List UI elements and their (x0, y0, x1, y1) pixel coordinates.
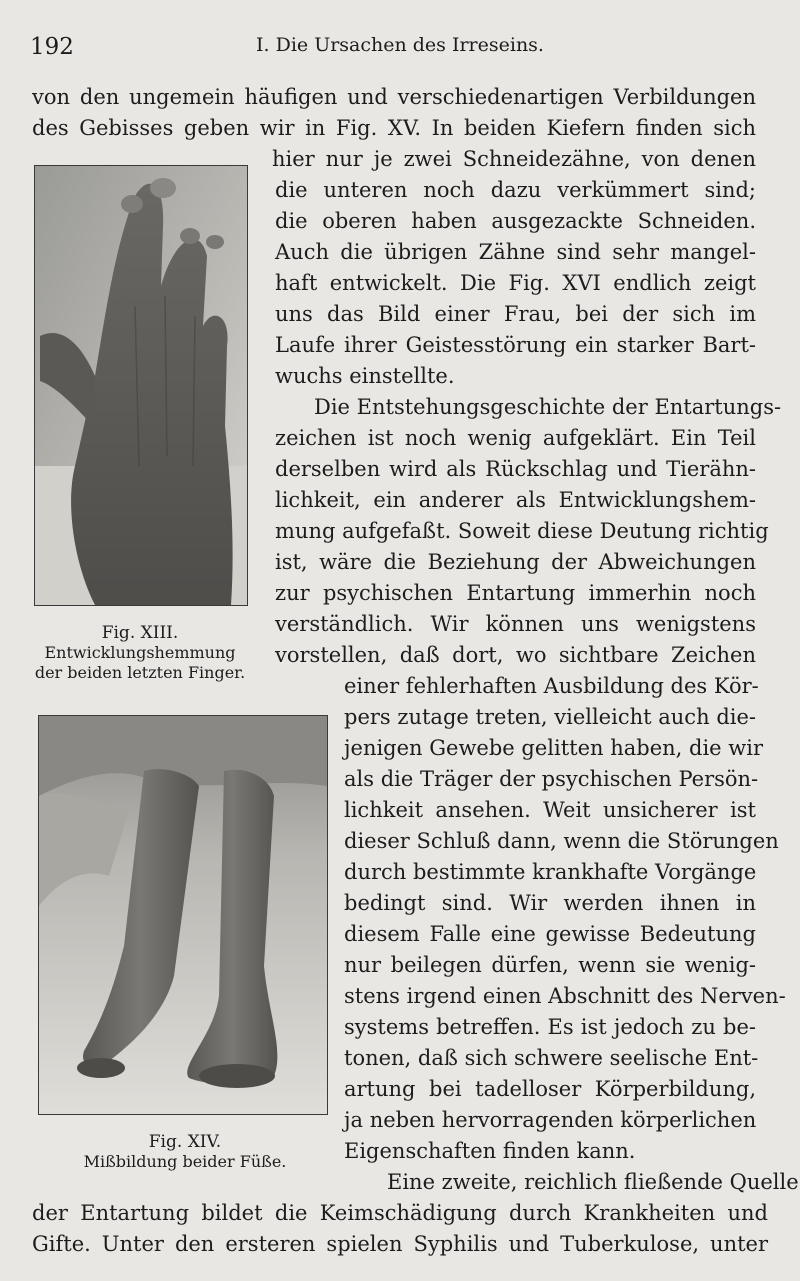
text-line: uns das Bild einer Frau, bei der sich im (275, 302, 756, 326)
text-line: systems betreffen. Es ist jedoch zu be- (344, 1015, 756, 1039)
text-line: lichkeit ansehen. Weit unsicherer ist (344, 798, 756, 822)
figure-xiii-caption (20, 623, 260, 683)
text-line: zeichen ist noch wenig aufgeklärt. Ein Teil (275, 426, 756, 450)
figure-xiii-label: Fig. XIII. (101, 623, 179, 643)
figure-xiv-caption-line1: Mißbildung beider Füße. (83, 1152, 287, 1171)
text-line: diesem Falle eine gewisse Bedeutung (344, 922, 756, 946)
figure-xiii-caption-line2: der beiden letzten Finger. (34, 663, 246, 682)
text-line: Auch die übrigen Zähne sind sehr mangel- (275, 240, 756, 264)
text-line: einer fehlerhaften Ausbildung des Kör- (344, 674, 759, 698)
text-line: pers zutage treten, vielleicht auch die- (344, 705, 756, 729)
text-line: hier nur je zwei Schneidezähne, von denen (272, 147, 756, 171)
text-line: Die Entstehungsgeschichte der Entartungs- (314, 395, 782, 419)
text-line: Laufe ihrer Geistesstörung ein starker Bart- (275, 333, 756, 357)
figure-xiii-caption-line1: Entwicklungshemmung (44, 643, 236, 662)
text-line: derselben wird als Rückschlag und Tierähn- (275, 457, 756, 481)
text-line: verständlich. Wir können uns wenigstens (275, 612, 756, 636)
text-line: artung bei tadelloser Körperbildung, (344, 1077, 756, 1101)
text-line: ja neben hervorragenden körperlichen (344, 1108, 757, 1132)
text-line: Eigenschaften finden kann. (344, 1139, 636, 1163)
figure-xiv-caption (60, 1132, 310, 1172)
text-line: nur beilegen dürfen, wenn sie wenig- (344, 953, 756, 977)
text-line: von den ungemein häufigen und verschiedenartigen Verbildungen (32, 85, 756, 109)
text-line: Gifte. Unter den ersteren spielen Syphilis und Tuberkulose, unter (32, 1232, 768, 1256)
text-line: bedingt sind. Wir werden ihnen in (344, 891, 756, 915)
hand-photo-illustration (35, 166, 247, 605)
figure-xiv-photo (38, 715, 328, 1115)
page-number: 192 (30, 34, 74, 60)
figure-xiii-photo (34, 165, 248, 606)
text-line: stens irgend einen Abschnitt des Nerven- (344, 984, 786, 1008)
text-line: des Gebisses geben wir in Fig. XV. In beiden Kiefern finden sich (32, 116, 756, 140)
text-line: vorstellen, daß dort, wo sichtbare Zeichen (275, 643, 756, 667)
text-line: ist, wäre die Beziehung der Abweichungen (275, 550, 756, 574)
text-line: wuchs einstellte. (275, 364, 455, 388)
text-line: die unteren noch dazu verkümmert sind; (275, 178, 756, 202)
text-line: tonen, daß sich schwere seelische Ent- (344, 1046, 759, 1070)
feet-photo-illustration (39, 716, 327, 1114)
text-line: durch bestimmte krankhafte Vorgänge (344, 860, 757, 884)
text-line: zur psychischen Entartung immerhin noch (275, 581, 756, 605)
text-line: Eine zweite, reichlich fließende Quelle (387, 1170, 799, 1194)
text-line: der Entartung bildet die Keimschädigung durch Krankheiten und (32, 1201, 768, 1225)
text-line: mung aufgefaßt. Soweit diese Deutung richtig (275, 519, 769, 543)
text-line: lichkeit, ein anderer als Entwicklungshem- (275, 488, 756, 512)
text-line: als die Träger der psychischen Persön- (344, 767, 759, 791)
text-line: jenigen Gewebe gelitten haben, die wir (344, 736, 763, 760)
text-line: haft entwickelt. Die Fig. XVI endlich zeigt (275, 271, 756, 295)
text-line: dieser Schluß dann, wenn die Störungen (344, 829, 779, 853)
running-head: I. Die Ursachen des Irreseins. (256, 34, 544, 56)
figure-xiv-label: Fig. XIV. (148, 1132, 222, 1152)
text-line: die oberen haben ausgezackte Schneiden. (275, 209, 756, 233)
